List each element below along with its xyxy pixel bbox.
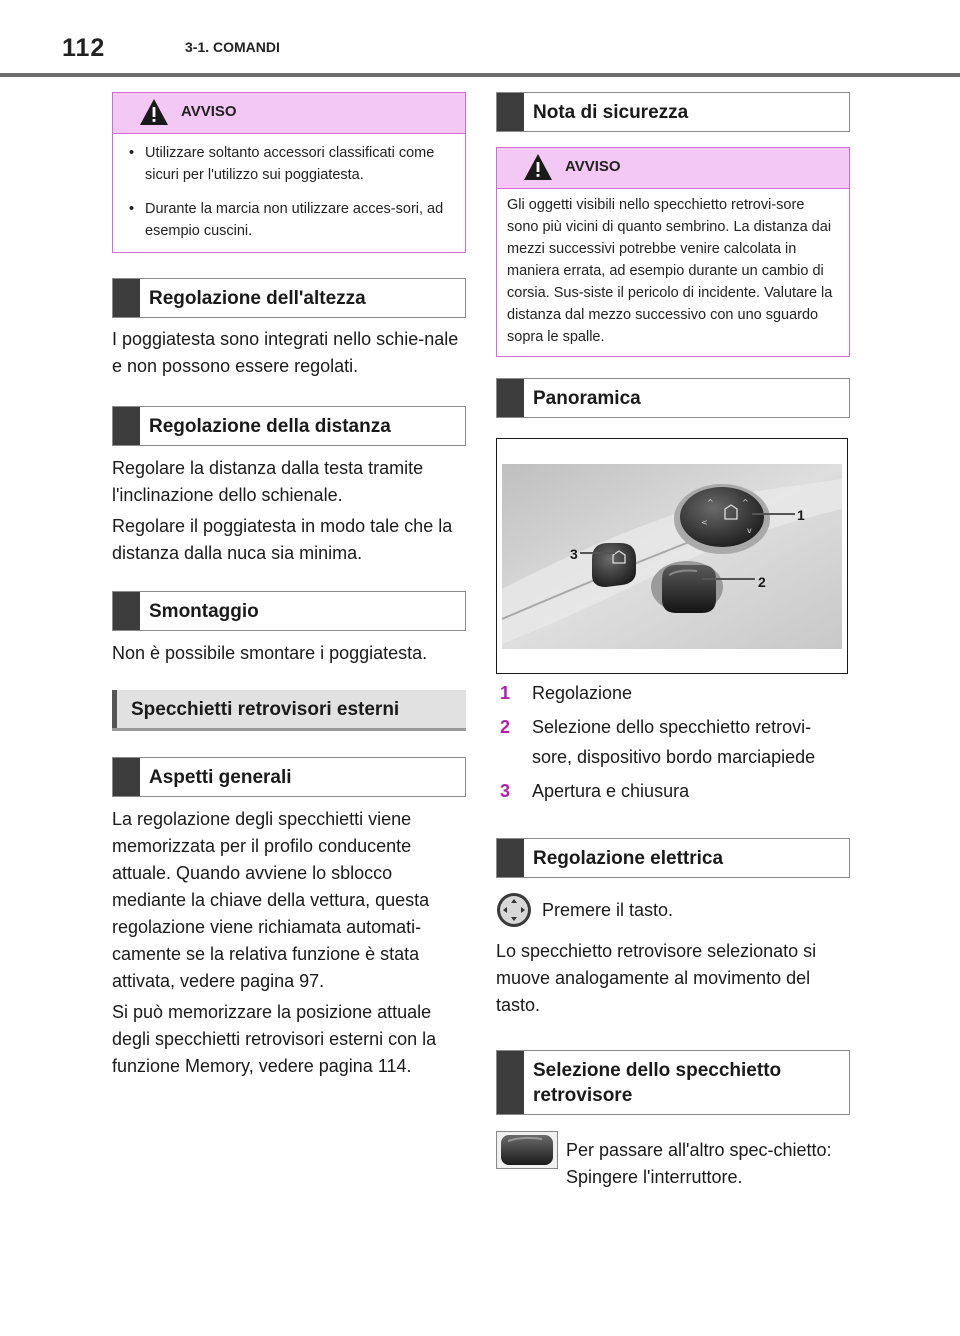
- paragraph-removal: Non è possibile smontare i poggiatesta.: [112, 643, 428, 663]
- svg-text:^: ^: [707, 498, 714, 507]
- warning-item: • Durante la marcia non utilizzare acces-sori, ad esempio cuscini.: [125, 198, 453, 242]
- section-title: Smontaggio: [149, 601, 259, 622]
- section-title: Aspetti generali: [149, 767, 292, 788]
- chapter-title: 3-1. COMANDI: [185, 39, 280, 55]
- section-title: Regolazione dell'altezza: [149, 288, 366, 309]
- legend-text: Regolazione: [532, 683, 633, 703]
- mirror-controls-illustration: [497, 439, 847, 673]
- section-heading-safety: [496, 92, 850, 132]
- legend-text: Apertura e chiusura: [532, 781, 690, 801]
- page-number: 112: [62, 34, 106, 62]
- section-title: Regolazione della distanza: [149, 416, 391, 437]
- left-column: [112, 92, 466, 1080]
- legend-number: 1: [500, 683, 511, 703]
- paragraph-general-2: Si può memorizzare la posizione attuale degli specchietti retrovisori esterni con la funzione Memory, vedere pagina 114.: [112, 1002, 437, 1076]
- warning-box-mirror: [496, 147, 850, 357]
- legend-item: [496, 678, 850, 708]
- legend-item: [496, 776, 850, 806]
- mirror-controls-figure: [496, 438, 848, 674]
- section-heading-electric: [496, 838, 850, 878]
- paragraph-selection: Per passare all'altro spec-chietto: Spingere l'interruttore.: [566, 1140, 832, 1187]
- legend-number: 2: [500, 717, 511, 737]
- warning-header: [113, 93, 465, 134]
- paragraph-general-1: La regolazione degli specchietti viene memorizzata per il profilo conducente attuale. Quando avviene lo sblocco mediante la chiave della vettura, questa regolazione viene richiamata automati-camente se la relativa funzione è stata attivata, vedere pagina 97.: [112, 809, 430, 991]
- warning-triangle-icon: [139, 98, 169, 126]
- section-heading-distance: [112, 406, 466, 446]
- chapter-heading-title: Specchietti retrovisori esterni: [131, 699, 400, 720]
- warning-triangle-icon: [523, 153, 553, 181]
- chapter-heading-mirrors: [112, 690, 466, 731]
- electric-press-row: [496, 892, 850, 928]
- warning-body: [113, 134, 465, 252]
- callout-2: 2: [758, 574, 766, 590]
- svg-text:v: v: [747, 526, 752, 535]
- warning-title: AVVISO: [181, 103, 237, 120]
- svg-text:^: ^: [742, 498, 749, 507]
- warning-item: • Utilizzare soltanto accessori classificati come sicuri per l'utilizzo sui poggiatesta.: [125, 142, 453, 186]
- paragraph-height: I poggiatesta sono integrati nello schie-nale e non possono essere regolati.: [112, 329, 459, 376]
- paragraph-distance-2: Regolare il poggiatesta in modo tale che la distanza dalla nuca sia minima.: [112, 516, 453, 563]
- svg-text:<: <: [701, 518, 708, 527]
- warning-header: [497, 148, 849, 189]
- header-divider: [0, 73, 960, 77]
- electric-press-text: Premere il tasto.: [542, 899, 674, 920]
- legend-text: Selezione dello specchietto retrovi-sore, dispositivo bordo marciapiede: [532, 717, 816, 767]
- section-heading-overview: [496, 378, 850, 418]
- section-title: Regolazione elettrica: [533, 848, 724, 869]
- legend-item: [496, 712, 850, 772]
- warning-box-headrest: [112, 92, 466, 253]
- warning-body: [497, 189, 849, 356]
- selection-row: [496, 1131, 850, 1191]
- section-heading-general: [112, 757, 466, 797]
- section-title: Panoramica: [533, 388, 641, 409]
- mirror-adjust-button-icon: [496, 892, 532, 928]
- paragraph-distance-1: Regolare la distanza dalla testa tramite l'inclinazione dello schienale.: [112, 458, 424, 505]
- mirror-selector-switch-icon: [496, 1131, 558, 1169]
- section-heading-height: [112, 278, 466, 318]
- section-title: Nota di sicurezza: [533, 102, 689, 123]
- warning-title: AVVISO: [565, 158, 621, 175]
- warning-text: Gli oggetti visibili nello specchietto retrovi-sore sono più vicini di quanto sembrino. La distanza dai mezzi successivi potrebbe venire calcolata in maniera errata, ad esempio durante un cambio di corsia. Sus-siste il pericolo di incidente. Valutare la distanza dal mezzo successivo con uno sguardo sopra le spalle.: [507, 197, 833, 345]
- section-heading-removal: [112, 591, 466, 631]
- section-heading-selection: [496, 1050, 850, 1115]
- section-title: Selezione dello specchietto retrovisore: [533, 1060, 782, 1106]
- legend-number: 3: [500, 781, 511, 801]
- callout-1: 1: [797, 507, 805, 523]
- callout-3: 3: [570, 546, 578, 562]
- right-column: [496, 92, 850, 1191]
- figure-legend: [496, 678, 850, 806]
- paragraph-electric: Lo specchietto retrovisore selezionato si muove analogamente al movimento del tasto.: [496, 941, 817, 1015]
